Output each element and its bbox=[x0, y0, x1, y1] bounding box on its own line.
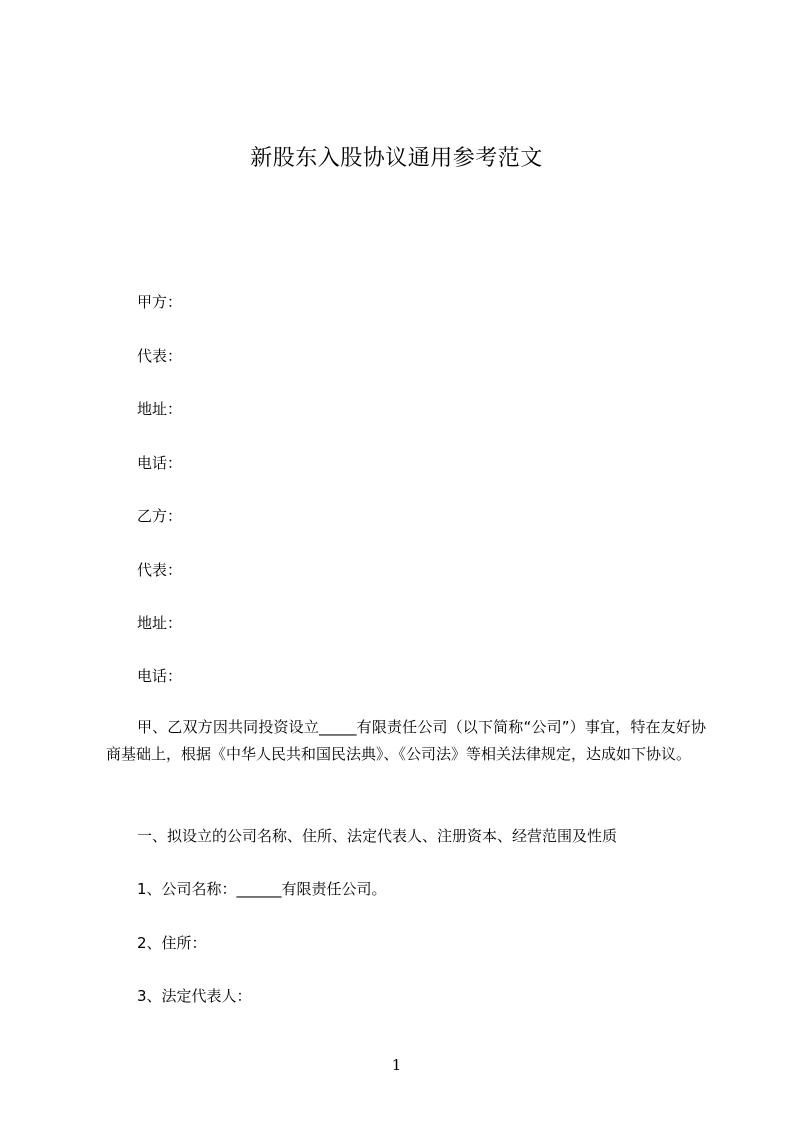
document-title: 新股东入股协议通用参考范文 bbox=[250, 146, 543, 171]
party-a-address-label: 地址： bbox=[137, 400, 183, 418]
section-1-heading: 一、拟设立的公司名称、住所、法定代表人、注册资本、经营范围及性质 bbox=[137, 827, 618, 845]
party-b-label: 乙方： bbox=[137, 507, 183, 525]
party-a-representative-label: 代表： bbox=[137, 347, 183, 365]
section-1-item-company-name: 1、公司名称：______有限责任公司。 bbox=[137, 880, 387, 898]
preamble-paragraph: 甲、乙双方因共同投资设立_____有限责任公司（以下简称“公司”）事宜，特在友好协商基础上，根据《中华人民共和国民法典》、《公司法》等相关法律规定，达成如下协议。 bbox=[106, 718, 706, 763]
party-b-address-label: 地址： bbox=[137, 614, 183, 632]
party-b-phone-label: 电话： bbox=[137, 667, 183, 685]
party-a-label: 甲方： bbox=[137, 293, 183, 311]
section-1-item-domicile: 2、住所： bbox=[137, 934, 207, 952]
page-number: 1 bbox=[391, 1056, 402, 1074]
party-a-phone-label: 电话： bbox=[137, 454, 183, 472]
section-1-item-legal-representative: 3、法定代表人： bbox=[137, 987, 252, 1005]
party-b-representative-label: 代表： bbox=[137, 561, 183, 579]
